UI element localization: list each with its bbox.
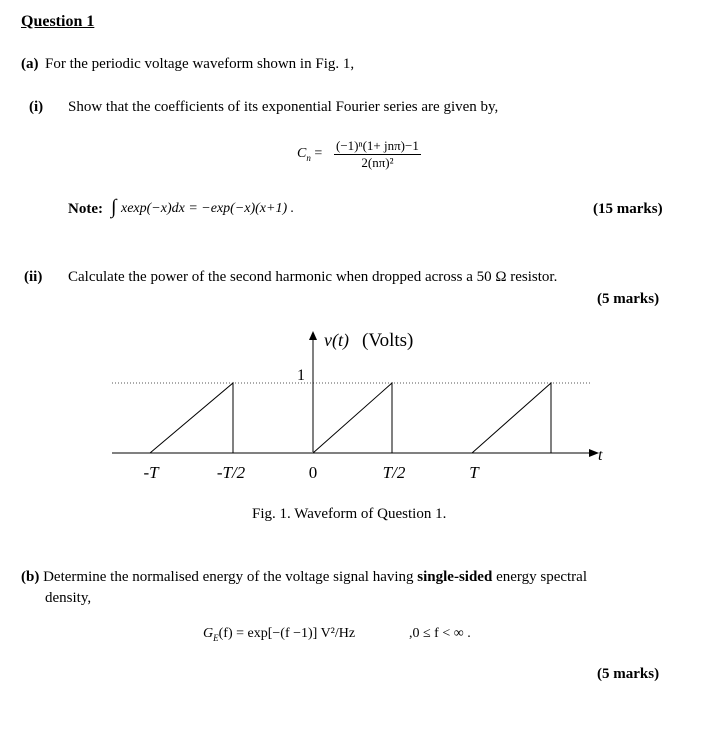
part-a-i-text: Show that the coefficients of its exponential Fourier series are given by, bbox=[68, 99, 499, 115]
part-a-text: For the periodic voltage waveform shown in Fig. 1, bbox=[45, 56, 355, 72]
waveform-period-2 bbox=[313, 383, 392, 453]
note-label: Note: bbox=[68, 201, 103, 217]
integral-sign: ∫ bbox=[111, 196, 117, 218]
y-axis-label-unit: (Volts) bbox=[362, 330, 414, 351]
y-tick-one: 1 bbox=[297, 367, 305, 384]
part-b-text-bold: single-sided bbox=[417, 569, 493, 585]
x-tick-neg-t: -T bbox=[143, 463, 159, 482]
note-formula: xexp(−x)dx = −exp(−x)(x+1) . bbox=[121, 201, 295, 216]
part-b-line1 bbox=[21, 569, 587, 586]
y-axis-label-var: v(t) bbox=[324, 330, 349, 350]
formula-cn: $C_n$ = bbox=[297, 146, 323, 163]
part-b-text-after: energy spectral bbox=[492, 569, 587, 585]
part-a-label: (a) bbox=[21, 56, 39, 72]
part-b-label: (b) bbox=[21, 569, 40, 585]
part-b-line2: density, bbox=[45, 590, 92, 606]
marks-b: (5 marks) bbox=[597, 666, 660, 682]
x-tick-half-t: T/2 bbox=[382, 463, 406, 482]
y-axis-arrow bbox=[309, 331, 317, 340]
formula-numerator: (−1)ⁿ(1+ jnπ)−1 bbox=[336, 138, 419, 153]
part-b-text-before: Determine the normalised energy of the voltage signal having bbox=[43, 569, 418, 585]
x-tick-t: T bbox=[469, 463, 479, 482]
question-title: Question 1 bbox=[21, 13, 95, 30]
x-tick-zero: 0 bbox=[308, 463, 318, 482]
part-b-formula: $G_E(f) = \exp[-(f -1)]$ V²/Hz bbox=[203, 626, 356, 643]
part-a-ii-text: Calculate the power of the second harmonic when dropped across a 50 Ω resistor. bbox=[68, 269, 558, 285]
x-tick-neg-half-t: -T/2 bbox=[216, 463, 246, 482]
marks-a-i: (15 marks) bbox=[593, 201, 663, 217]
marks-a-ii: (5 marks) bbox=[597, 291, 660, 307]
figure-caption: Fig. 1. Waveform of Question 1. bbox=[252, 506, 447, 522]
part-a-i-label: (i) bbox=[29, 99, 44, 115]
x-axis-label: t bbox=[598, 447, 603, 464]
formula-denominator: 2(nπ)² bbox=[361, 155, 394, 170]
part-b-formula-range: ,0 ≤ f < ∞ . bbox=[409, 626, 471, 641]
waveform-period-1 bbox=[150, 383, 233, 453]
formula-fraction bbox=[334, 138, 421, 171]
part-a-ii-label: (ii) bbox=[24, 269, 43, 285]
waveform-figure bbox=[0, 320, 727, 490]
waveform-period-3 bbox=[472, 383, 551, 453]
